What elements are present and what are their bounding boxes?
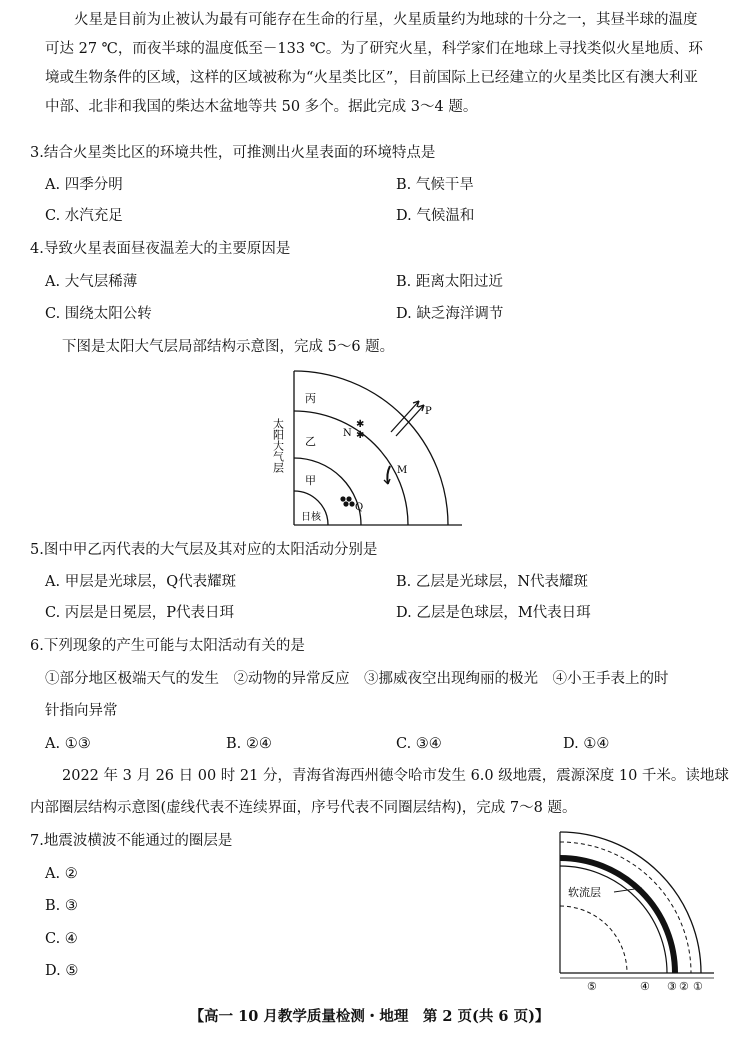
svg-text:✱: ✱ [356, 430, 365, 441]
q5-option-d: D. 乙层是色球层，M代表日珥 [396, 605, 591, 621]
intro-paragraph-earthquake: 2022 年 3 月 26 日 00 时 21 分，青海省海西州德令哈市发生 6.0 级地震，震源深度 10 千米。读地球 [62, 768, 729, 784]
layer-5-label: ⑤ [587, 980, 597, 993]
page-footer: 【高一 10 月教学质量检测・地理 第 2 页(共 6 页)】 [189, 1008, 550, 1025]
layer-jia-label: 甲 [305, 474, 316, 487]
q7-option-b: B. ③ [45, 898, 78, 914]
svg-text:✱: ✱ [356, 419, 365, 430]
q3-option-b: B. 气候干旱 [396, 177, 474, 193]
q6-option-b: B. ②④ [226, 736, 272, 752]
sun-atmosphere-diagram [272, 366, 467, 531]
question-6-statements: ①部分地区极端天气的发生 ②动物的异常反应 ③挪威夜空出现绚丽的极光 ④小王手表上的时 [45, 671, 669, 687]
intro-paragraph-sun: 下图是太阳大气层局部结构示意图，完成 5～6 题。 [62, 339, 395, 355]
q5-option-a: A. 甲层是光球层，Q代表耀斑 [45, 574, 237, 590]
question-5-stem: 5.图中甲乙丙代表的大气层及其对应的太阳活动分别是 [30, 542, 378, 558]
intro-paragraph-earthquake-cont: 内部圈层结构示意图(虚线代表不连续界面，序号代表不同圈层结构)，完成 7～8 题。 [30, 800, 577, 816]
layer-bing-label: 丙 [305, 392, 316, 405]
asthenosphere-label: 软流层 [568, 886, 601, 899]
q4-option-c: C. 围绕太阳公转 [45, 306, 152, 322]
q7-option-a: A. ② [45, 866, 78, 882]
q4-option-a: A. 大气层稀薄 [45, 274, 138, 290]
sun-core-label: 日核 [301, 512, 321, 523]
layer-3-label: ③ [667, 980, 677, 993]
q6-option-a: A. ①③ [45, 736, 91, 752]
label-P: P [425, 406, 432, 417]
question-7-stem: 7.地震波横波不能通过的圈层是 [30, 833, 233, 849]
q3-option-c: C. 水汽充足 [45, 208, 123, 224]
layer-1-label: ① [693, 980, 703, 993]
q7-option-c: C. ④ [45, 931, 78, 947]
question-4-stem: 4.导致火星表面昼夜温差大的主要原因是 [30, 241, 291, 257]
layer-2-label: ② [679, 980, 689, 993]
q4-option-b: B. 距离太阳过近 [396, 274, 503, 290]
intro-paragraph-mars: 火星是目前为止被认为最有可能存在生命的行星，火星质量约为地球的十分之一，其昼半球的温度可达 27 ℃，而夜半球的温度低至－133 ℃。为了研究火星，科学家们在地球上寻找类似火星地质、环境或生物条件的区域，这样的区域被称为“火星类比区”，目前国际上已经建立的火星类比区有澳大利亚中部、北非和我国的柴达木盆地等共 50 多个。据此完成 3～4 题。 [45, 12, 703, 115]
q5-option-b: B. 乙层是光球层，N代表耀斑 [396, 574, 589, 590]
layer-yi-label: 乙 [305, 435, 316, 448]
q5-option-c: C. 丙层是日冕层，P代表日珥 [45, 605, 235, 621]
earth-interior-diagram [556, 828, 716, 993]
layer-4-label: ④ [640, 980, 650, 993]
label-Q: Q [355, 502, 364, 513]
q7-option-d: D. ⑤ [45, 963, 79, 979]
q6-option-c: C. ③④ [396, 736, 442, 752]
q6-option-d: D. ①④ [563, 736, 610, 752]
question-6-stem: 6.下列现象的产生可能与太阳活动有关的是 [30, 638, 305, 654]
question-3-stem: 3.结合火星类比区的环境共性，可推测出火星表面的环境特点是 [30, 145, 436, 161]
side-label-sun-atmosphere: 太阳大气层 [272, 418, 285, 473]
question-6-statements-cont: 针指向异常 [45, 703, 118, 719]
label-M: M [397, 465, 408, 476]
q4-option-d: D. 缺乏海洋调节 [396, 306, 504, 322]
q3-option-d: D. 气候温和 [396, 208, 475, 224]
label-N: N [343, 428, 352, 439]
q3-option-a: A. 四季分明 [45, 177, 123, 193]
